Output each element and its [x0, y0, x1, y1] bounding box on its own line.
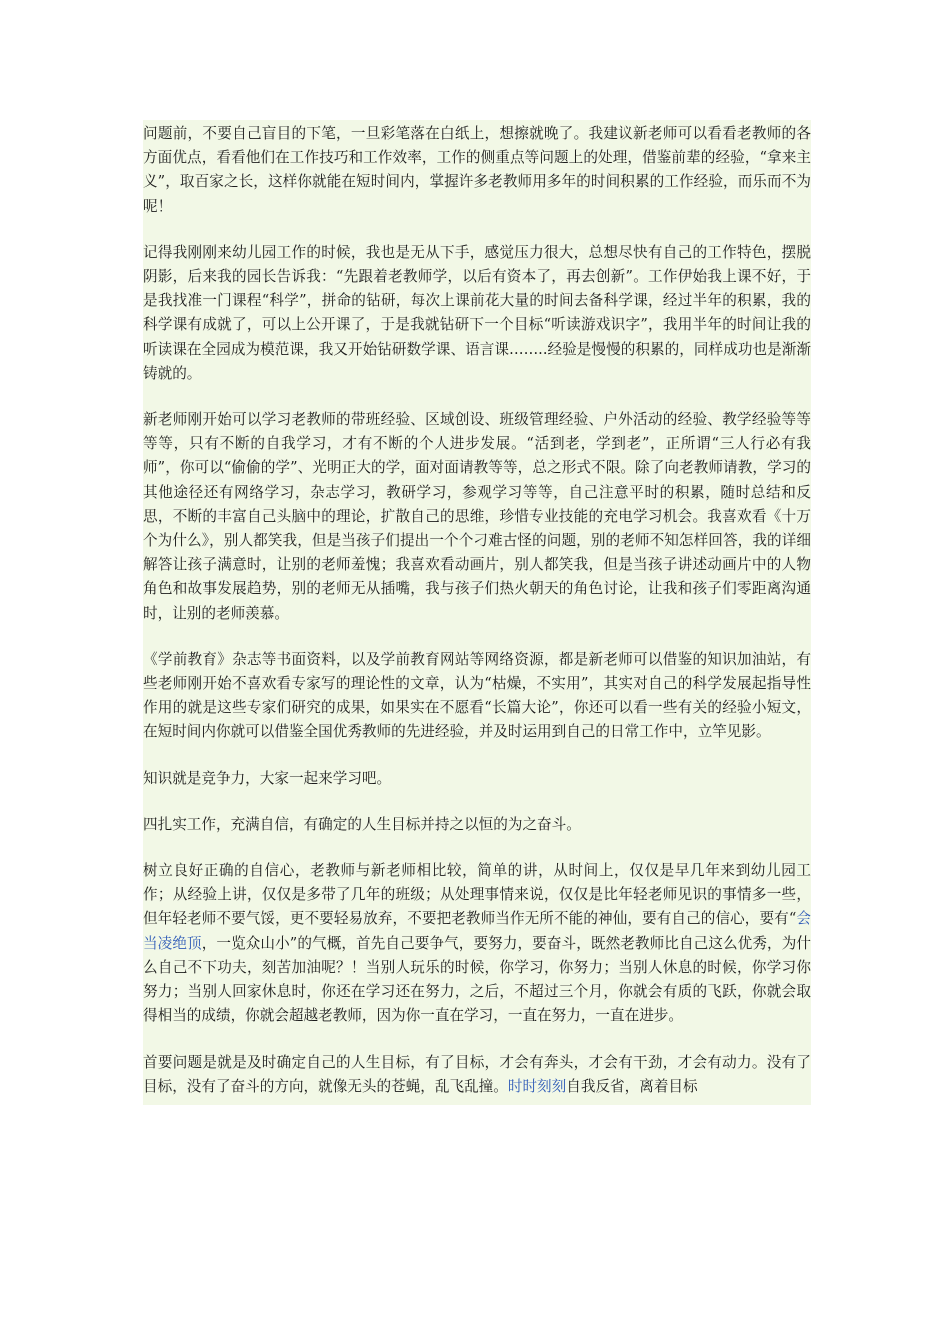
paragraph-7	[143, 859, 811, 1028]
paragraph-8	[143, 1051, 811, 1099]
link-hui-dang-ling-jue-ding[interactable]: 会当凌绝顶	[143, 910, 811, 952]
paragraph-3: 新老师刚开始可以学习老教师的带班经验、区域创设、班级管理经验、户外活动的经验、教学经验等等等等，只有不断的自我学习，才有不断的个人进步发展。“活到老，学到老”，正所谓“三人行必有我师”，你可以“偷偷的学”、光明正大的学，面对面请教等等，总之形式不限。除了向老教师请教，学习的其他途径还有网络学习，杂志学习，教研学习，参观学习等等，自己注意平时的积累，随时总结和反思，不断的丰富自己头脑中的理论，扩散自己的思维，珍惜专业技能的充电学习机会。我喜欢看《十万个为什么》，别人都笑我，但是当孩子们提出一个个刁难古怪的问题，别的老师不知怎样回答，我的详细解答让孩子满意时，让别的老师羞愧；我喜欢看动画片，别人都笑我，但是当孩子讲述动画片中的人物角色和故事发展趋势，别的老师无从插嘴，我与孩子们热火朝天的角色讨论，让我和孩子们零距离沟通时，让别的老师羡慕。	[143, 411, 811, 622]
paragraph-5: 知识就是竞争力，大家一起来学习吧。	[143, 769, 392, 787]
paragraph-8-text-before: 首要问题是就是及时确定自己的人生目标，有了目标，才会有奔头，才会有干劲，才会有动力。没有了目标，没有了奋斗的方向，就像无头的苍蝇，乱飞乱撞。	[143, 1053, 811, 1095]
document-body	[143, 120, 811, 1105]
paragraph-4: 《学前教育》杂志等书面资料，以及学前教育网站等网络资源，都是新老师可以借鉴的知识加油站，有些老师刚开始不喜欢看专家写的理论性的文章，认为“枯燥，不实用”，其实对自己的科学发展起指导性作用的就是这些专家们研究的成果，如果实在不愿看“长篇大论”，你还可以看一些有关的经验小短文，在短时间内你就可以借鉴全国优秀教师的先进经验，并及时运用到自己的日常工作中，立竿见影。	[143, 650, 811, 741]
paragraph-1: 问题前，不要自己盲目的下笔，一旦彩笔落在白纸上，想擦就晚了。我建议新老师可以看看老教师的各方面优点，看看他们在工作技巧和工作效率，工作的侧重点等问题上的处理，借鉴前辈的经验，“拿来主义”，取百家之长，这样你就能在短时间内，掌握许多老教师用多年的时间积累的工作经验，而乐而不为呢！	[143, 125, 811, 215]
paragraph-7-text-after: ，一览众山小”的气概，首先自己要争气，要努力，要奋斗，既然老教师比自己这么优秀，为什么自己不下功夫，刻苦加油呢？！当别人玩乐的时候，你学习，你努力；当别人休息的时候，你学习你努力；当别人回家休息时，你还在学习还在努力，之后，不超过三个月，你就会有质的飞跃，你就会取得相当的成绩，你就会超越老教师，因为你一直在学习，一直在努力，一直在进步。	[143, 934, 811, 1025]
link-shi-shi-ke-ke[interactable]: 时时刻刻	[507, 1077, 567, 1095]
paragraph-8-text-after: 自我反省，离着目标	[566, 1077, 698, 1095]
section-heading-4: 四扎实工作，充满自信，有确定的人生目标并持之以恒的为之奋斗。	[143, 815, 581, 833]
paragraph-2: 记得我刚刚来幼儿园工作的时候，我也是无从下手，感觉压力很大，总想尽快有自己的工作特色，摆脱阴影，后来我的园长告诉我：“先跟着老教师学，以后有资本了，再去创新”。工作伊始我上课不好，于是我找准一门课程“科学”，拼命的钻研，每次上课前花大量的时间去备科学课，经过半年的积累，我的科学课有成就了，可以上公开课了，于是我就钻研下一个目标“听读游戏识字”，我用半年的时间让我的听读课在全园成为模范课，我又开始钻研数学课、语言课……..经验是慢慢的积累的，同样成功也是渐渐铸就的。	[143, 243, 811, 382]
paragraph-7-text-before: 树立良好正确的自信心，老教师与新老师相比较，简单的讲，从时间上，仅仅是早几年来到幼儿园工作；从经验上讲，仅仅是多带了几年的班级；从处理事情来说，仅仅是比年轻老师见识的事情多一些，但年轻老师不要气馁，更不要轻易放弃，不要把老教师当作无所不能的神仙，要有自己的信心，要有“	[143, 862, 811, 928]
